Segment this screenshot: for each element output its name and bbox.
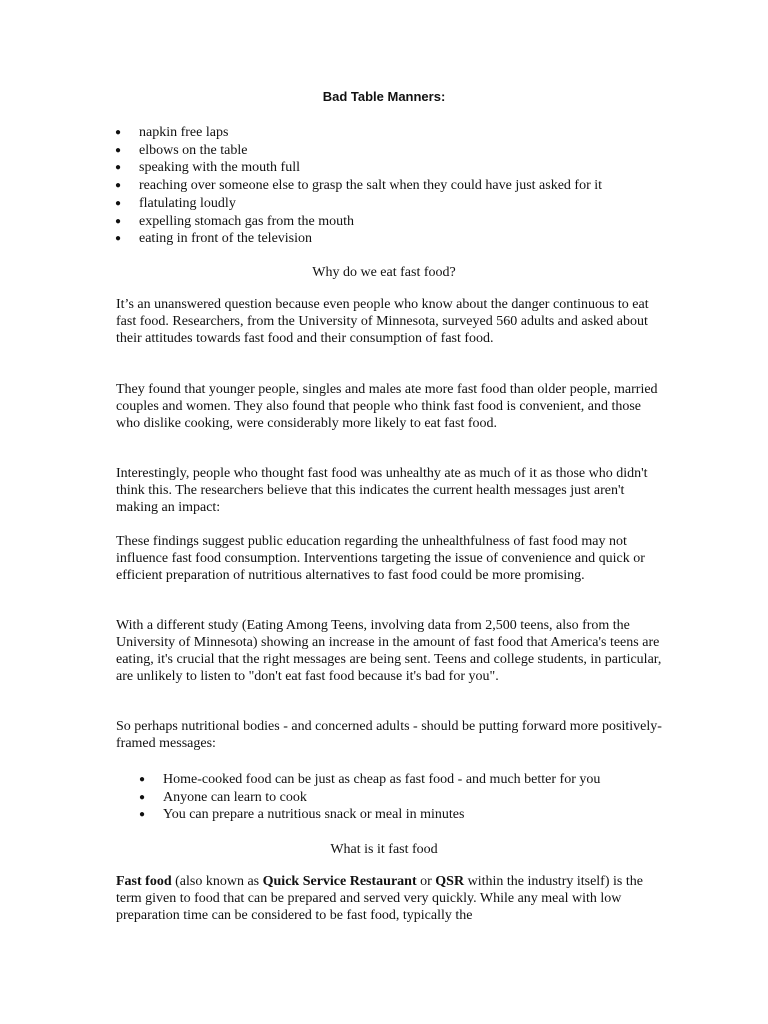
- bullet-icon: ●: [139, 774, 146, 785]
- list-item-text: Home-cooked food can be just as cheap as fast food - and much better for you: [163, 772, 601, 787]
- bad-manners-list: [115, 124, 603, 248]
- list-item: [115, 124, 602, 142]
- list-item-text: elbows on the table: [139, 142, 248, 158]
- term-fast-food: Fast food: [116, 874, 172, 889]
- bullet-icon: ●: [115, 215, 122, 227]
- list-item: [115, 213, 602, 231]
- paragraph: With a different study (Eating Among Teens, involving data from 2,500 teens, also from the University of Minnesota) showing an increase in the amount of fast food that America's teens are eating, it's crucial that the right messages are being sent. Teens and college students, in particular, are unlikely to listen to "don't eat fast food because it's bad for you".: [116, 618, 662, 684]
- definition-text: or: [416, 874, 436, 889]
- list-item: [115, 142, 602, 160]
- list-item-text: You can prepare a nutritious snack or meal in minutes: [163, 807, 465, 823]
- paragraph: They found that younger people, singles and males ate more fast food than older people, married couples and women. They also found that people who think fast food is convenient, and those who dislike cooking, were considerably more likely to eat fast food.: [116, 382, 658, 431]
- bullet-icon: ●: [115, 127, 122, 138]
- list-item: [115, 177, 603, 195]
- paragraph: These findings suggest public education regarding the unhealthfulness of fast food may not influence fast food consumption. Interventions targeting the issue of convenience and quick or efficient preparation of nutritious alternatives to fast food could be more promising.: [116, 534, 645, 583]
- section-heading-what: What is it fast food: [330, 842, 438, 857]
- paragraph: So perhaps nutritional bodies - and concerned adults - should be putting forward more positively-framed messages:: [116, 719, 662, 751]
- definition-text: (also known as: [171, 874, 263, 889]
- list-item: [139, 806, 600, 824]
- document-title: Bad Table Manners:: [322, 89, 446, 104]
- list-item: [139, 789, 600, 807]
- list-item-text: flatulating loudly: [139, 195, 236, 211]
- list-item: [139, 771, 601, 789]
- bullet-icon: ●: [115, 180, 122, 192]
- definition-text: within the industry itself) is the term given to food that can be prepared and served very quickly. While any meal with low preparation time can be considered to be fast food, typically the: [116, 874, 643, 923]
- term-quick-service-restaurant: Quick Service Restaurant: [262, 874, 417, 889]
- bullet-icon: ●: [115, 233, 122, 245]
- bullet-icon: ●: [115, 144, 122, 156]
- positive-messages-list: [139, 771, 601, 824]
- bullet-icon: ●: [139, 791, 146, 803]
- definition-paragraph: [116, 874, 664, 925]
- list-item-text: reaching over someone else to grasp the salt when they could have just asked for it: [139, 178, 603, 194]
- list-item: [115, 230, 602, 248]
- list-item-text: napkin free laps: [139, 125, 229, 140]
- bullet-icon: ●: [115, 197, 122, 209]
- bullet-icon: ●: [115, 162, 122, 174]
- list-item-text: eating in front of the television: [139, 231, 313, 247]
- list-item: [115, 195, 602, 213]
- term-qsr: QSR: [435, 874, 465, 889]
- list-item-text: Anyone can learn to cook: [163, 789, 307, 805]
- bullet-icon: ●: [139, 809, 146, 821]
- list-item: [115, 159, 602, 177]
- section-heading-why: Why do we eat fast food?: [312, 265, 456, 280]
- list-item-text: expelling stomach gas from the mouth: [139, 213, 355, 229]
- paragraph: It’s an unanswered question because even people who know about the danger continuous to eat fast food. Researchers, from the University of Minnesota, surveyed 560 adults and asked about their attitudes towards fast food and their consumption of fast food.: [116, 297, 649, 346]
- paragraph: Interestingly, people who thought fast food was unhealthy ate as much of it as those who didn't think this. The researchers believe that this indicates the current health messages just aren't making an impact:: [116, 466, 648, 515]
- list-item-text: speaking with the mouth full: [139, 160, 300, 176]
